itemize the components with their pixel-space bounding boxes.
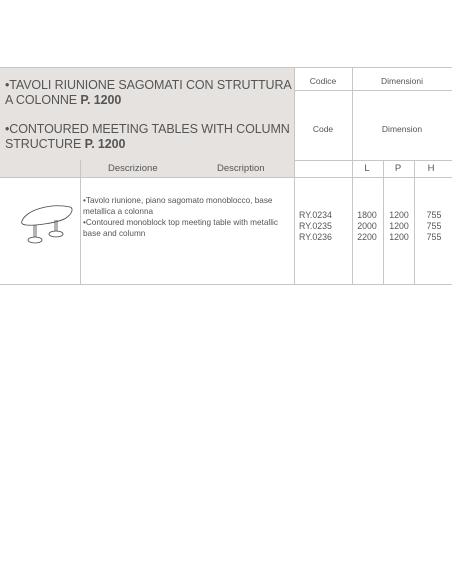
top-rule — [0, 67, 452, 68]
descrizione-header: Descrizione — [108, 163, 158, 174]
subheader-top-rule — [294, 160, 452, 161]
product-codes — [299, 210, 332, 243]
subheader-bottom-rule — [0, 177, 452, 178]
col-rule-code — [294, 67, 295, 284]
product-description — [83, 195, 295, 239]
code-cell: RY.0235 — [299, 221, 332, 231]
col-rule-dim — [352, 67, 353, 284]
code-cell: RY.0236 — [299, 232, 332, 242]
height-cell: 755 — [426, 232, 442, 242]
description-english: •Contoured monoblock top meeting table with metallic base and column — [83, 218, 278, 238]
height-header: H — [427, 163, 435, 174]
depth-cell: 1200 — [389, 210, 409, 220]
code-cell: RY.0234 — [299, 210, 332, 220]
oval-meeting-table-icon — [20, 200, 74, 250]
header-mid-rule — [294, 90, 452, 91]
length-cell: 1800 — [357, 210, 377, 220]
description-italian: •Tavolo riunione, piano sagomato monoblocco, base metallica a colonna — [83, 196, 273, 216]
depth-values — [384, 210, 414, 243]
product-table — [0, 67, 452, 285]
length-values — [352, 210, 382, 243]
depth-cell: 1200 — [389, 221, 409, 231]
height-cell: 755 — [426, 221, 442, 231]
table-title-panel — [0, 67, 295, 177]
title-italian: •TAVOLI RIUNIONE SAGOMATI CON STRUTTURA A COLONNE P. 1200 — [5, 78, 291, 107]
description-header: Description — [217, 163, 265, 174]
bottom-rule — [0, 284, 452, 285]
dimensioni-label: Dimensioni — [380, 76, 424, 86]
dimension-label: Dimension — [381, 124, 423, 134]
codice-label: Codice — [309, 76, 337, 86]
title-english: •CONTOURED MEETING TABLES WITH COLUMN STRUCTURE P. 1200 — [5, 122, 290, 151]
length-cell: 2200 — [357, 232, 377, 242]
col-rule-image — [80, 160, 81, 284]
height-values — [419, 210, 449, 243]
code-label: Code — [312, 124, 334, 134]
length-cell: 2000 — [357, 221, 377, 231]
length-header: L — [364, 163, 370, 174]
depth-cell: 1200 — [389, 232, 409, 242]
col-rule-ph — [414, 160, 415, 284]
height-cell: 755 — [426, 210, 442, 220]
depth-header: P — [394, 163, 402, 174]
